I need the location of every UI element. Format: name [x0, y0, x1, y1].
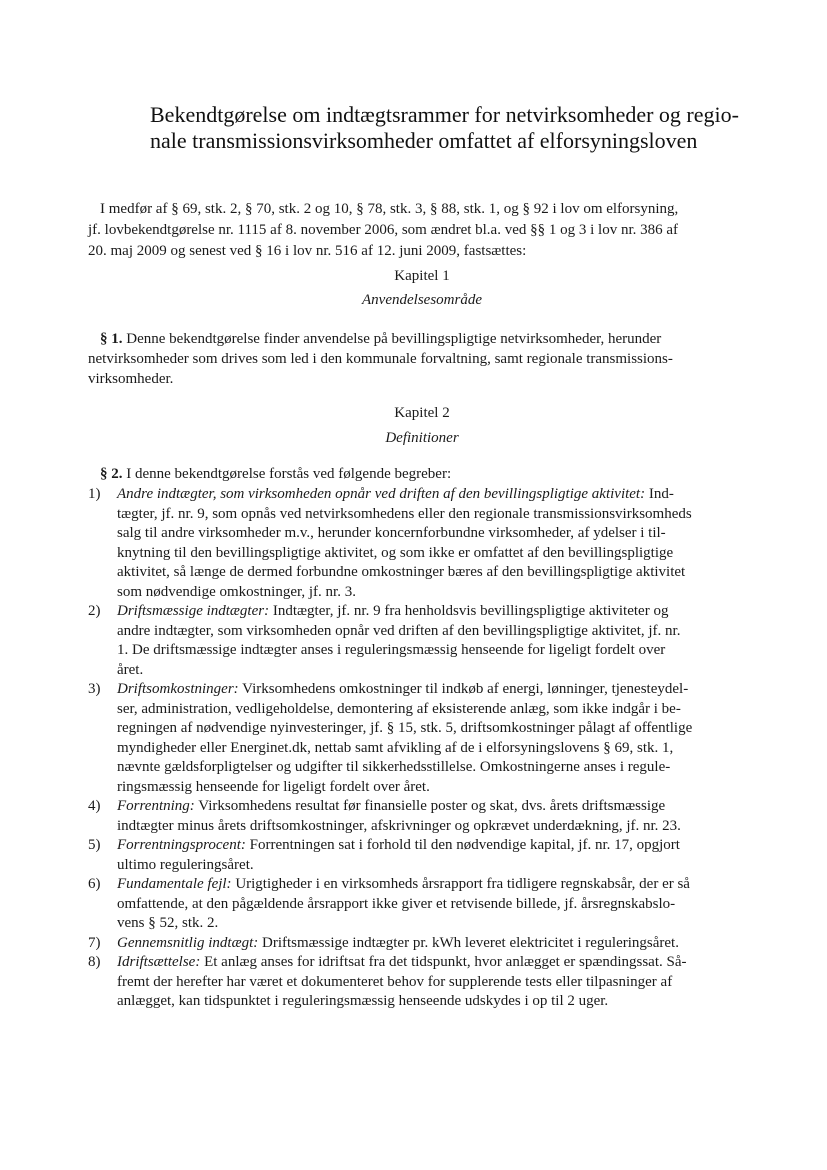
- definition-number: 8): [88, 954, 101, 970]
- intro-paragraph: [88, 199, 756, 262]
- definition-number: 5): [88, 837, 101, 853]
- definitions-list: [88, 485, 764, 1012]
- definition-number: 2): [88, 603, 101, 619]
- definition-term: Gennemsnitlig indtægt:: [117, 934, 259, 951]
- intro-line: 20. maj 2009 og senest ved § 16 i lov nr. 516 af 12. juni 2009, fastsættes:: [88, 243, 527, 259]
- definition-line: nævnte gældsforpligtelser og udgifter til sikkerhedsstillelse. Omkostningerne anses i regule-: [117, 759, 671, 775]
- definition-term: Fundamentale fejl:: [117, 876, 232, 892]
- definition-text: Virksomhedens resultat før finansielle poster og skat, dvs. årets driftsmæssige: [194, 798, 666, 814]
- definition-line: fremt der herefter har været et dokumenteret behov for supplerende tests eller tilpasninger af: [117, 973, 673, 990]
- definition-text: Indtægter, jf. nr. 9 fra henholdsvis bevillingspligtige aktiviteter og: [269, 603, 669, 619]
- chapter-1-heading: Kapitel 1: [394, 268, 450, 284]
- section-2-lead-text: I denne bekendtgørelse forstås ved følgende begreber:: [122, 466, 452, 482]
- definition-number: 3): [88, 681, 101, 697]
- definition-term: Driftsomkostninger:: [117, 681, 239, 697]
- intro-line: jf. lovbekendtgørelse nr. 1115 af 8. november 2006, som ændret bl.a. ved §§ 1 og 3 i lov nr. 386 af: [88, 222, 679, 238]
- definition-item: [88, 602, 764, 680]
- definition-term: Idriftsættelse:: [117, 954, 201, 970]
- definition-number: 7): [88, 934, 101, 951]
- definition-line: knytning til den bevillingspligtige aktivitet, og som ikke er omfattet af den bevillingspligtige: [117, 544, 674, 561]
- definition-line: indtægter minus årets driftsomkostninger, afskrivninger og opkrævet underdækning, jf. nr. 23.: [117, 817, 681, 834]
- definition-number: 6): [88, 876, 101, 892]
- definition-text: Et anlæg anses for idriftsat fra det tidspunkt, hvor anlægget er spændingssat. Så-: [200, 954, 687, 970]
- definition-term: Driftsmæssige indtægter:: [117, 603, 270, 619]
- definition-line: regningen af nødvendige nyinvesteringer, jf. § 15, stk. 5, driftsomkostninger pålagt af offentlige: [117, 720, 693, 736]
- definition-line: omfattende, at den pågældende årsrapport ikke giver et retvisende billede, jf. årsregnskabslo-: [117, 895, 676, 912]
- definition-text: Forrentningen sat i forhold til den nødvendige kapital, jf. nr. 17, opgjort: [245, 837, 680, 853]
- definition-line: som nødvendige omkostninger, jf. nr. 3.: [117, 583, 356, 600]
- definition-term: Forrentningsprocent:: [117, 837, 246, 853]
- title-line-2: nale transmissionsvirksomheder omfattet af elforsyningsloven: [150, 128, 698, 153]
- definition-number: 1): [88, 486, 101, 502]
- definition-item: [88, 934, 764, 954]
- definition-text: Ind-: [645, 486, 674, 502]
- definition-line: ringsmæssig henseende for ligeligt fordelt over året.: [117, 778, 430, 795]
- definition-line: ser, administration, vedligeholdelse, demontering af eksisterende anlæg, som ikke indgår i be-: [117, 700, 681, 717]
- definition-text: Virksomhedens omkostninger til indkøb af energi, lønninger, tjenesteydel-: [238, 681, 689, 697]
- definition-line: 1. De driftsmæssige indtægter anses i reguleringsmæssig henseende for ligeligt fordelt over: [117, 642, 666, 658]
- definition-line: vens § 52, stk. 2.: [117, 915, 219, 931]
- section-1-line: virksomheder.: [88, 371, 174, 387]
- definition-item: [88, 836, 764, 875]
- section-1-text: Denne bekendtgørelse finder anvendelse på bevillingspligtige netvirksomheder, herunder: [122, 331, 662, 347]
- definition-item: [88, 797, 764, 836]
- definition-text: Driftsmæssige indtægter pr. kWh leveret elektricitet i reguleringsåret.: [258, 934, 679, 951]
- definition-line: ultimo reguleringsåret.: [117, 856, 254, 873]
- chapter-2-heading: Kapitel 2: [394, 405, 450, 421]
- section-1-mark: § 1.: [100, 331, 123, 347]
- chapter-2-subtitle: Definitioner: [385, 430, 459, 446]
- definition-line: året.: [117, 661, 144, 678]
- definition-item: [88, 485, 764, 602]
- intro-line: I medfør af § 69, stk. 2, § 70, stk. 2 og 10, § 78, stk. 3, § 88, stk. 1, og § 92 i lov om elforsyning,: [100, 201, 679, 217]
- definition-line: salg til andre virksomheder m.v., herunder koncernforbundne virksomheder, af ydelser i til-: [117, 525, 666, 541]
- definition-term: Andre indtægter, som virksomheden opnår ved driften af den bevillingspligtige aktivitet:: [117, 486, 646, 502]
- definition-line: tægter, jf. nr. 9, som opnås ved netvirksomhedens eller den regionale transmissionsvirksomheds: [117, 505, 692, 522]
- definition-item: [88, 680, 764, 797]
- section-1: [88, 329, 756, 389]
- definition-term: Forrentning:: [117, 798, 195, 814]
- definition-item: [88, 953, 764, 1012]
- title-line-1: Bekendtgørelse om indtægtsrammer for netvirksomheder og regio-: [150, 102, 739, 127]
- definition-line: aktivitet, så længe de dermed forbundne omkostninger bæres af den bevillingspligtige aktivitet: [117, 564, 686, 580]
- section-2-lead: [88, 464, 756, 484]
- chapter-1-subtitle: Anvendelsesområde: [362, 292, 482, 308]
- definition-text: Urigtigheder i en virksomheds årsrapport fra tidligere regnskabsår, der er så: [231, 876, 690, 892]
- definition-line: andre indtægter, som virksomheden opnår ved driften af den bevillingspligtige aktivitet, jf. nr.: [117, 622, 681, 639]
- definition-line: myndigheder eller Energinet.dk, nettab samt afvikling af de i elforsyningslovens § 69, stk. 1,: [117, 739, 674, 756]
- document-title: [150, 102, 770, 154]
- definition-line: anlægget, kan tidspunktet i reguleringsmæssig henseende udskydes i op til 2 uger.: [117, 993, 609, 1009]
- definition-number: 4): [88, 798, 101, 814]
- definition-item: [88, 875, 764, 934]
- section-2-mark: § 2.: [100, 466, 123, 482]
- section-1-line: netvirksomheder som drives som led i den kommunale forvaltning, samt regionale transmissions-: [88, 351, 673, 367]
